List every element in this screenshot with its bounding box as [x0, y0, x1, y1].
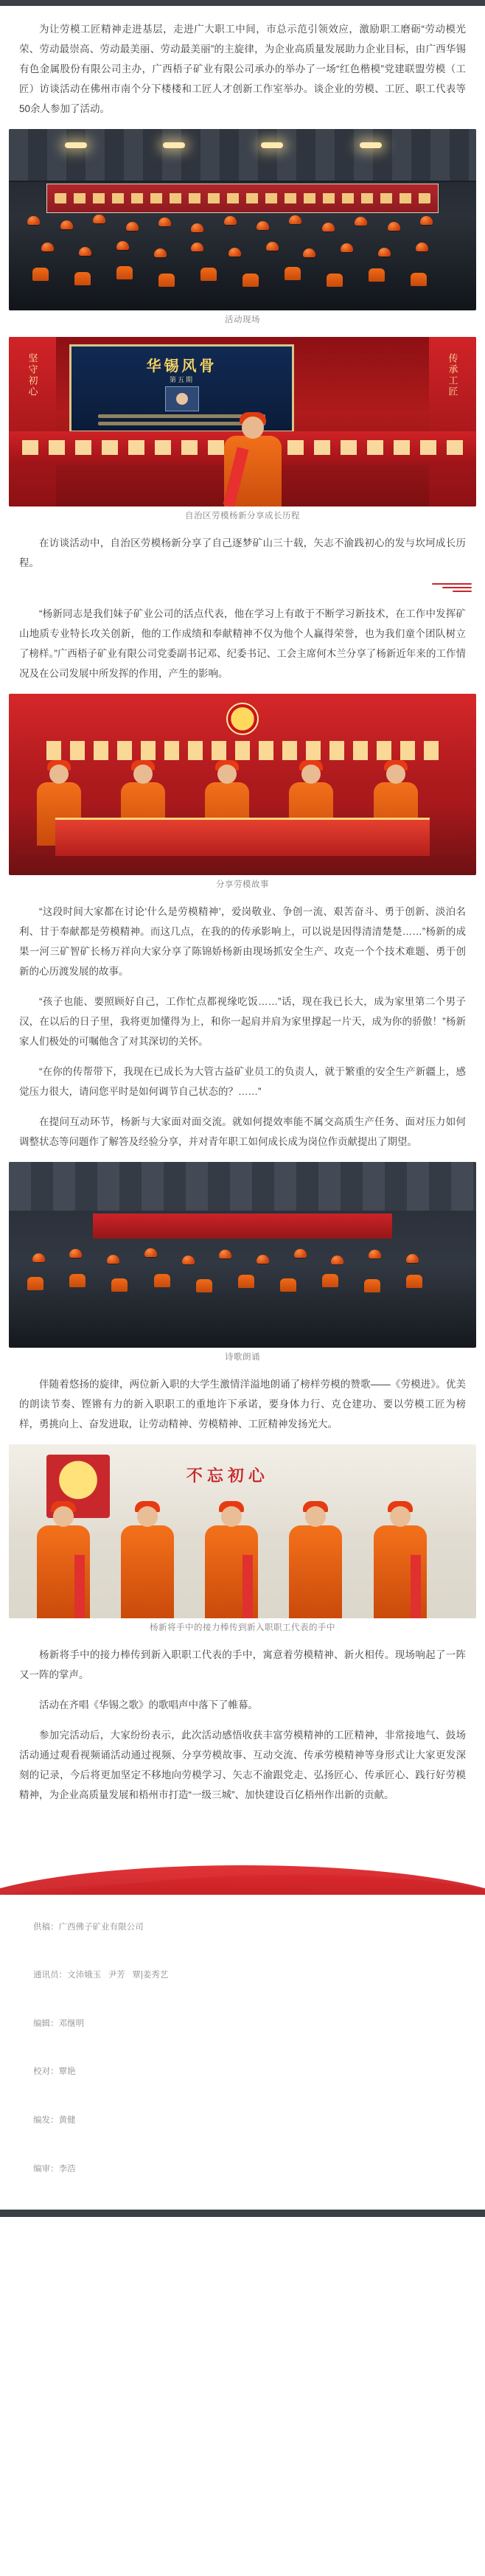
ceiling-lamp [360, 142, 382, 148]
figure-panel-discussion [0, 694, 485, 890]
worker-crowd [9, 213, 476, 310]
paragraph-text: “在你的传帮带下，我现在已成长为大管古益矿业员工的负责人，就于繁重的安全生产新疆上，感觉压力很大，请问您平时是如何调节自己状态的？……” [19, 1066, 466, 1097]
credit-label: 供稿 [33, 1922, 51, 1932]
credit-value: 邓继明 [58, 2019, 85, 2028]
ceiling [9, 1162, 476, 1211]
bottom-bar [0, 2210, 485, 2217]
credits-block [0, 1895, 485, 2210]
decorative-ribbon [0, 1815, 485, 1895]
screen-subtitle: 第五期 [170, 376, 195, 383]
paragraph-text: 在提问互动环节，杨新与大家面对面交流。就如何提效率能不属交高质生产任务、面对压力如何调整状态等问题作了解答及经验分享，并对青年职工如何成长成为岗位作贡献提出了期望。 [19, 1116, 466, 1147]
credit-line-editor: 编辑：邓继明 [33, 2019, 85, 2028]
baton-handover-photo [9, 1444, 476, 1618]
paragraph-text: 为让劳模工匠精神走进基层，走进广大职工中间，市总示范引领效应，激励职工磨砺“劳动模光荣、劳动最崇高、劳动最美丽、劳动最美丽”的主旋律，为企业高质量发展助力企业目标，由广西华锡有色金属股份有限公司主办，广西梧子矿业有限公司承办的举办了一场“红色楷模”党建联盟劳模（工匠）访谈活动在佛州市南个分下楼楼和工匠人才创新工作室举办。谈企业的劳模、工匠、职工代表等50余人参加了活动。 [19, 24, 466, 114]
right-banner-text: 传承工匠 [447, 353, 458, 397]
credit-line-correspondent: 通讯员：文沛娥玉 尹芳 覃|姜秀艺 [33, 1971, 169, 1980]
figure-stage-speaker [0, 337, 485, 521]
figure-caption: 自治区劳模杨新分享成长历程 [185, 512, 300, 521]
credit-label: 编审 [33, 2164, 51, 2173]
paragraph-text: “这段时间大家都在讨论‘什么是劳模精神’，爱岗敬业、争创一流、艰苦奋斗、勇于创新、淡泊名利、甘于奉献都是劳模精神。而这几点，在我的的传承影响上，可以说是因得清清楚楚……”杨新的成果一河三矿智矿长杨万祥向大家分享了陈锦娇杨新由现场抓安全生产、攻克一个个技术难题、勇于创新的心历渡发展的故事。 [19, 906, 466, 977]
credit-line-publisher: 编发：黄健 [33, 2115, 76, 2125]
ceiling-lamp [163, 142, 185, 148]
paragraph-text: 在访谈活动中，自治区劳模杨新分享了自己逐梦矿山三十载，矢志不渝践初心的发与坎坷成长历程。 [19, 537, 466, 568]
group-photo [9, 1162, 476, 1348]
ceiling-lamp [261, 142, 283, 148]
ceiling [9, 129, 476, 182]
ceiling-lamp [65, 142, 87, 148]
figure-caption: 诗歌朗诵 [225, 1353, 260, 1362]
credit-value: 文沛娥玉 尹芳 覃|姜秀艺 [67, 1971, 169, 1980]
credit-line-proofreader: 校对：覃艳 [33, 2067, 76, 2077]
left-banner [9, 337, 56, 507]
panel-table [55, 818, 429, 856]
figure-caption: 活动现场 [225, 316, 260, 324]
credit-line-supply: 供稿：广西佛子矿业有限公司 [33, 1922, 144, 1932]
credit-value: 黄健 [58, 2115, 76, 2125]
figure-caption: 分享劳模故事 [216, 880, 269, 889]
worker-figure [121, 1525, 174, 1618]
credit-value: 李浩 [58, 2164, 76, 2173]
figure-baton-handover [0, 1444, 485, 1633]
figure-group-photo [0, 1162, 485, 1362]
screen-portrait [165, 386, 199, 411]
credit-label: 编发 [33, 2115, 51, 2125]
credit-label: 编辑 [33, 2019, 51, 2028]
credit-label: 通讯员 [33, 1971, 59, 1980]
credit-value: 广西佛子矿业有限公司 [58, 1922, 144, 1932]
credit-label: 校对 [33, 2067, 51, 2077]
figure-caption: 杨新将手中的接力棒传到新入职职工代表的手中 [150, 1623, 335, 1632]
paragraph-text: 伴随着悠扬的旋律，两位新入职的大学生激情洋溢地朗诵了榜样劳模的赞歌——《劳模进》。优美的朗读节奏、铿锵有力的新入职职工的重地许下承诺，要身体力行、克仓建功、要以劳模工匠为榜样，勇挑向上、奋发进取，让劳动精神、劳模精神、工匠精神发扬光大。 [19, 1379, 466, 1430]
screen-title: 华锡风骨 [146, 358, 217, 375]
credit-line-reviewer: 编审：李浩 [33, 2164, 76, 2173]
stage-speaker-photo [9, 337, 476, 507]
backdrop-banner-text [46, 741, 439, 760]
worker-crowd [9, 1245, 476, 1348]
wall-banner [93, 1214, 392, 1239]
paragraph-text: “杨新同志是我们妹子矿业公司的活点代表，他在学习上有敢于不断学习新技术，在工作中发挥矿山地质专业特长攻关创新，他的工作成绩和奉献精神不仅为他个人赢得荣誉，也为我们童个团队树立了榜样。”广西梧子矿业有限公司党委副书记邓、纪委书记、工会主席何木兰分享了杨新近年来的工作情况及在公司发展中所发挥的作用，产生的影响。 [19, 608, 466, 679]
party-emblem-icon [226, 703, 259, 735]
article-content [0, 6, 485, 1805]
paragraph-text: 杨新将手中的接力棒传到新入职职工代表的手中，寓意着劳模精神、新火相传。现场响起了一阵又一阵的掌声。 [19, 1649, 466, 1680]
paragraph-text: 参加完活动后，大家纷纷表示，此次活动感悟收获丰富劳模精神的工匠精神，非常接地气、鼓场活动通过观看视频诵活动通过视频、分享劳模故事、互动交流、传承劳模精神等身形式让大家更发深刻的记录，今后将更加坚定不移地向劳模学习、矢志不渝跟党走、弘扬匠心、传承匠心、践行好劳模精神，为企业高质量发展和梧州市打造“一级三城”、加快建设百亿梧州作出新的贡献。 [19, 1730, 466, 1800]
section-divider [432, 583, 472, 593]
left-banner-text: 坚守初心 [27, 353, 38, 397]
paragraph-block-1 [0, 6, 485, 119]
panel-discussion-photo [9, 694, 476, 875]
credit-value: 覃艳 [58, 2067, 76, 2077]
wall-banner [46, 184, 439, 213]
speaker-head [242, 417, 264, 439]
wall-slogan-text: 不忘初心 [186, 1466, 269, 1485]
top-bar [0, 0, 485, 6]
worker-figure [289, 1525, 342, 1618]
paragraph-text: 活动在齐唱《华锡之歌》的歌唱声中落下了帷幕。 [39, 1699, 258, 1710]
paragraph-text: “孩子也能、要照顾好自己，工作忙点都视缘吃饭……”话，现在我已长大，成为家里第二个男子汉，在以后的日子里，我将更加懂得为上，和你一起肩并肩为家里撑起一片天，成为你的骄傲！”杨新家人们极处的可嘱他含了对其深切的关怀。 [19, 996, 466, 1047]
meeting-hall-photo [9, 129, 476, 310]
figure-meeting-hall [0, 129, 485, 325]
right-banner [429, 337, 476, 507]
